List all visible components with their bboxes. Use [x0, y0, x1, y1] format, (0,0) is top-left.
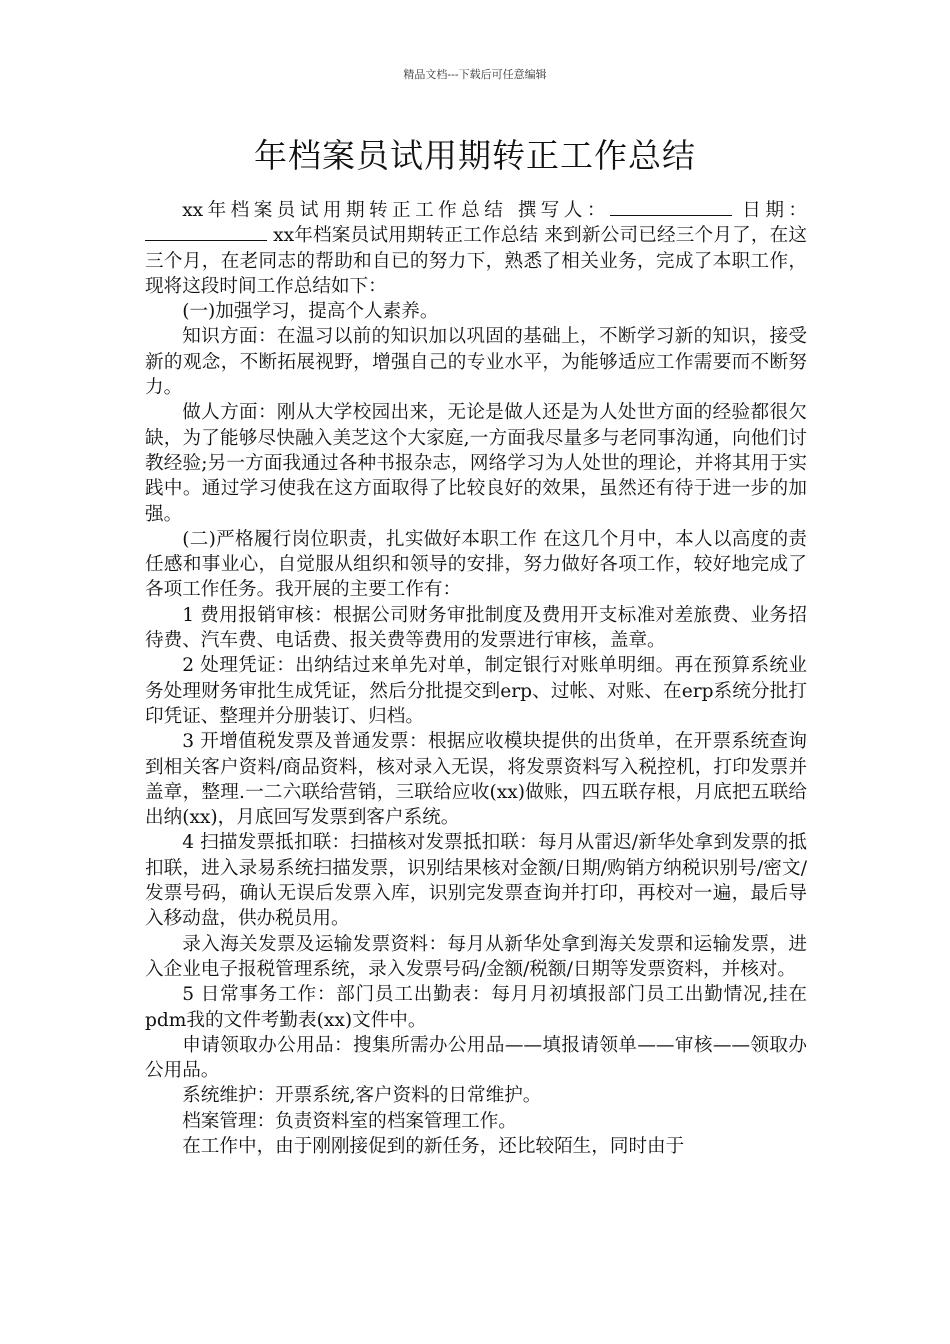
paragraph: 录入海关发票及运输发票资料：每月从新华处拿到海关发票和运输发票，进入企业电子报税管理系统，录入发票号码/金额/税额/日期等发票资料，并核对。 [145, 933, 807, 980]
paragraph: 知识方面：在温习以前的知识加以巩固的基础上，不断学习新的知识，接受新的观念，不断拓展视野，增强自己的专业水平，为能够适应工作需要而不断努力。 [145, 326, 807, 399]
intro-text-c: xx年档案员试用期转正工作总结 来到新公司已经三个月了，在这三个月，在老同志的帮助和自已的努力下，熟悉了相关业务，完成了本职工作，现将这段时间工作总结如下： [145, 225, 807, 297]
document-title: 年档案员试用期转正工作总结 [254, 136, 696, 175]
paragraph: (二)严格履行岗位职责，扎实做好本职工作 在这几个月中，本人以高度的责任感和事业心，自觉服从组织和领导的安排，努力做好各项工作，较好地完成了各项工作任务。我开展的主要工作有： [145, 528, 807, 601]
paragraph: 申请领取办公用品：搜集所需办公用品——填报请领单——审核——领取办公用品。 [145, 1034, 807, 1082]
intro-text-a: xx年档案员试用期转正工作总结 撰写人： [182, 200, 610, 221]
author-blank [610, 199, 732, 216]
paragraph: 3 开增值税发票及普通发票：根据应收模块提供的出货单，在开票系统查询到相关客户资料/商品资料，核对录入无误，将发票资料写入税控机，打印发票并盖章，整理.一二六联给营销，三联给应收(xx)做账，四五联存根，月底把五联给出纳(xx)，月底回写发票到客户系统。 [145, 731, 807, 829]
intro-text-b: 日期： [731, 200, 807, 221]
document-body [145, 198, 807, 1159]
intro-paragraph [145, 198, 807, 299]
paragraph: 做人方面：刚从大学校园出来，无论是做人还是为人处世方面的经验都很欠缺，为了能够尽快融入美芝这个大家庭,一方面我尽量多与老同事沟通，向他们讨教经验;另一方面我通过各种书报杂志，网络学习为人处世的理论，并将其用于实践中。通过学习使我在这方面取得了比较良好的效果，虽然还有待于进一步的加强。 [145, 402, 807, 525]
date-blank [145, 224, 267, 241]
paragraph: 在工作中，由于刚刚接促到的新任务，还比较陌生，同时由于 [182, 1135, 685, 1157]
page-header: 精品文档---下载后可任意编辑 [403, 68, 547, 81]
paragraph: 5 日常事务工作：部门员工出勤表：每月月初填报部门员工出勤情况,挂在pdm我的文件考勤表(xx)文件中。 [145, 984, 807, 1031]
paragraph: 档案管理：负责资料室的档案管理工作。 [182, 1110, 517, 1132]
paragraph: 2 处理凭证：出纳结过来单先对单，制定银行对账单明细。再在预算系统业务处理财务审批生成凭证，然后分批提交到erp、过帐、对账、在erp系统分批打印凭证、整理并分册装订、归档。 [145, 655, 807, 727]
paragraph: (一)加强学习，提高个人素养。 [182, 301, 439, 323]
paragraph: 4 扫描发票抵扣联：扫描核对发票抵扣联：每月从雷迟/新华处拿到发票的抵扣联，进入录易系统扫描发票，识别结果核对金额/日期/购销方纳税识别号/密文/发票号码，确认无误后发票入库，识别完发票查询并打印，再校对一遍，最后导入移动盘，供办税员用。 [145, 832, 807, 930]
paragraph: 系统维护：开票系统,客户资料的日常维护。 [182, 1085, 542, 1107]
paragraph: 1 费用报销审核：根据公司财务审批制度及费用开支标准对差旅费、业务招待费、汽车费、电话费、报关费等费用的发票进行审核，盖章。 [145, 604, 807, 652]
